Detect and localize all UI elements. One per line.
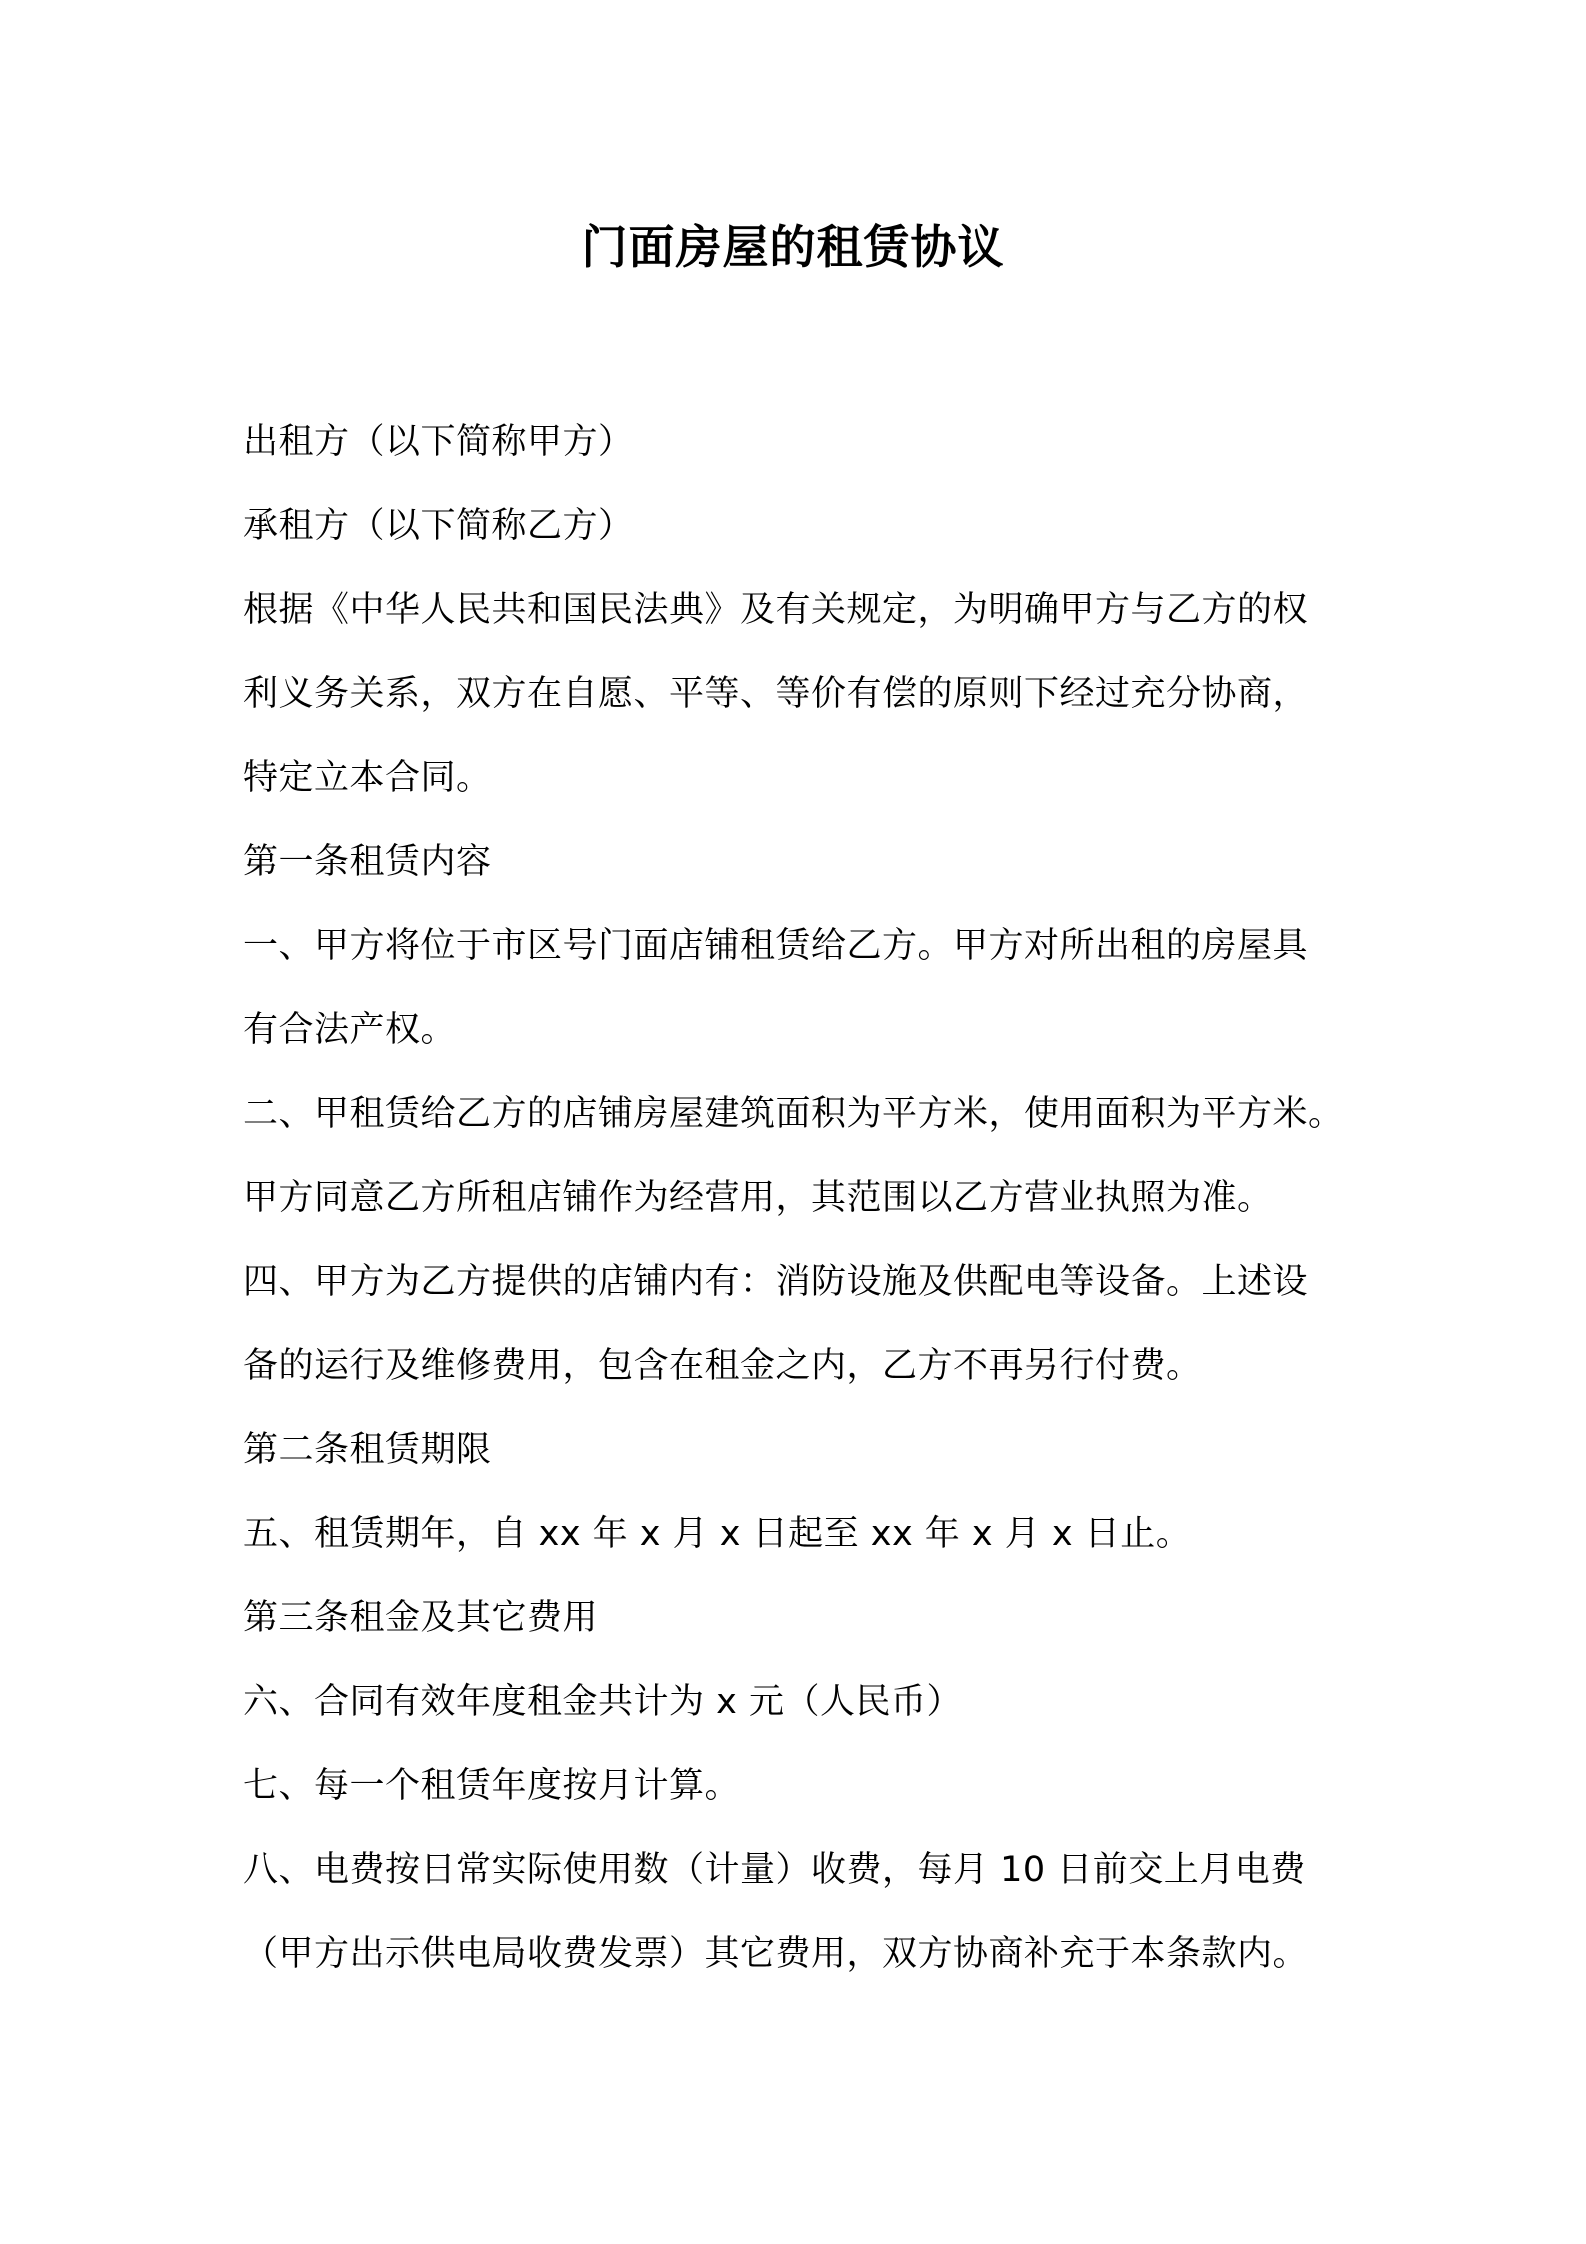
text-line: 利义务关系，双方在自愿、平等、等价有偿的原则下经过充分协商， [243,674,1309,714]
text-line: 二、甲租赁给乙方的店铺房屋建筑面积为平方米，使用面积为平方米。 [243,1094,1344,1134]
text-line: 承租方（以下简称乙方） [243,506,634,546]
text-line: 备的运行及维修费用，包含在租金之内，乙方不再另行付费。 [243,1346,1202,1386]
text-line: 五、租赁期年，自 xx 年 x 月 x 日起至 xx 年 x 月 x 日止。 [243,1514,1192,1554]
text-line: 有合法产权。 [243,1010,457,1050]
text-line: 七、每一个租赁年度按月计算。 [243,1766,741,1806]
text-line: 特定立本合同。 [243,758,492,798]
text-line: 四、甲方为乙方提供的店铺内有：消防设施及供配电等设备。上述设 [243,1262,1309,1302]
text-line: 出租方（以下简称甲方） [243,422,634,462]
text-line: 六、合同有效年度租金共计为 x 元（人民币） [243,1682,962,1722]
text-line: 八、电费按日常实际使用数（计量）收费，每月 10 日前交上月电费 [243,1850,1306,1890]
text-line: 一、甲方将位于市区号门面店铺租赁给乙方。甲方对所出租的房屋具 [243,926,1309,966]
section-heading: 第二条租赁期限 [243,1430,492,1470]
text-line: 根据《中华人民共和国民法典》及有关规定，为明确甲方与乙方的权 [243,590,1309,630]
text-line: （甲方出示供电局收费发票）其它费用，双方协商补充于本条款内。 [243,1934,1309,1974]
document-title: 门面房屋的租赁协议 [581,220,1005,274]
section-heading: 第三条租金及其它费用 [243,1598,599,1638]
document-body [243,400,1373,1996]
text-line: 甲方同意乙方所租店铺作为经营用，其范围以乙方营业执照为准。 [243,1178,1273,1218]
section-heading: 第一条租赁内容 [243,842,492,882]
